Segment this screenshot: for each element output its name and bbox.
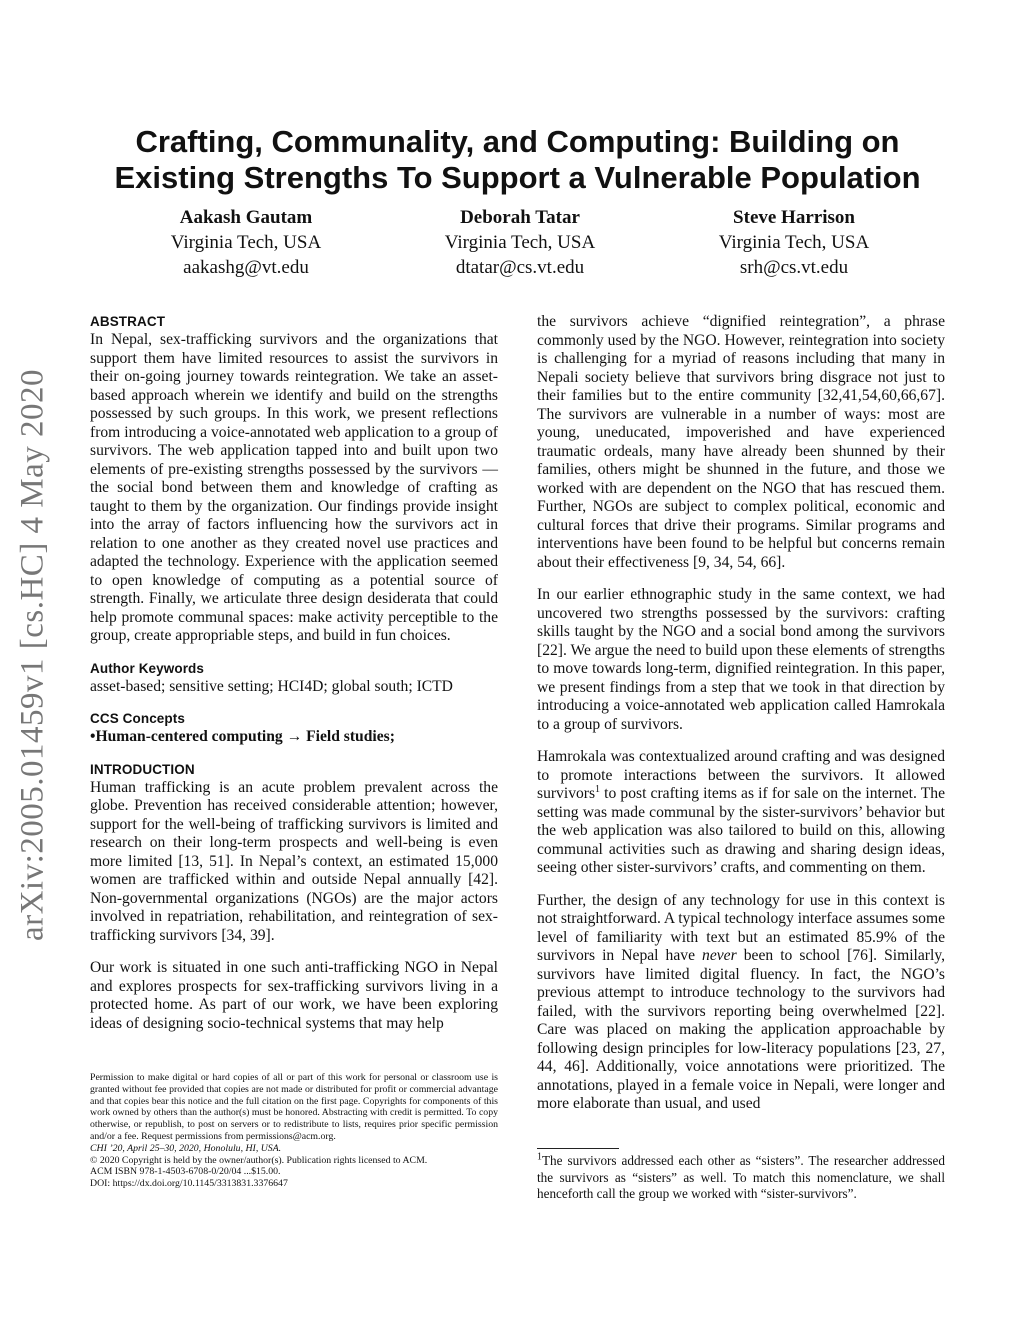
- right-paragraph-3: [537, 748, 945, 878]
- introduction-paragraph-1: Human trafficking is an acute problem prevalent across the globe. Prevention has received considerable attention; however, support for the well-being of trafficking survivors is limited and research on their long-term prospects and well-being is even more limited [13, 51]. In Nepal’s context, an estimated 15,000 women are trafficked within and outside Nepal annually [42]. Non-governmental organizations (NGOs) are the major actors involved in repatriation, rehabilitation, and reintegration of sex-trafficking survivors [34, 39].: [90, 778, 498, 944]
- ccs-text: •Human-centered computing → Field studies;: [90, 728, 395, 745]
- right-paragraph-4: [537, 892, 945, 1114]
- footnote-rule: [537, 1148, 619, 1149]
- keywords-text: asset-based; sensitive setting; HCI4D; global south; ICTD: [90, 677, 453, 695]
- author-name: Deborah Tatar: [460, 207, 580, 228]
- footnote-mark: 1: [537, 1151, 542, 1163]
- introduction-heading: INTRODUCTION: [90, 761, 195, 777]
- introduction-paragraph-2: Our work is situated in one such anti-trafficking NGO in Nepal and explores prospects for sex-trafficking survivors living in a protected home. As part of our work, we have been exploring ideas of designing socio-technical systems that may help: [90, 959, 498, 1032]
- author-email: srh@cs.vt.edu: [739, 257, 849, 278]
- emphasis-never: never: [702, 947, 737, 964]
- right-paragraph-3-start: Hamrokala was contextualized around crafting and was designed to promote interactions between the survivors. It allowed survivors: [537, 748, 945, 802]
- keywords-heading: Author Keywords: [90, 660, 205, 676]
- permission-notice: Permission to make digital or hard copies of all or part of this work for personal or classroom use is granted without fee provided that copies are not made or distributed for profit or commercial advantage and that copies bear this notice and the full citation on the first page. Copyrights for components of this work owned by others than the author(s) must be honored. Abstracting with credit is permitted. To copy otherwise, or republish, to post on servers or to redistribute to lists, requires prior specific permission and/or a fee. Request permissions from permissions@acm.org.: [90, 1072, 498, 1142]
- paper-title: Crafting, Communality, and Computing: Building on Existing Strengths To Support a Vulnerable Population: [114, 124, 921, 195]
- author-name: Aakash Gautam: [179, 207, 313, 228]
- right-paragraph-1: the survivors achieve “dignified reintegration”, a phrase commonly used by the NGO. However, reintegration into society is challenging for a myriad of reasons including that many in Nepali society believe that survivors bring disgrace not just to their families but to the entire community [32,41,54,60,66,67]. The survivors are vulnerable in a number of ways: most are young, uneducated, impoverished and have experienced traumatic ordeals, many have already been shunned by their families, others might be shunned in the future, and those we worked with are dependent on the NGO that has rescued them. Further, NGOs are subject to complex political, economic and cultural forces that drive their programs. Similar programs and interventions have been found to be helpful but concerns remain about their effectiveness [9, 34, 54, 66].: [537, 313, 945, 571]
- author-affiliation: Virginia Tech, USA: [444, 232, 596, 253]
- copyright-block: [90, 1072, 498, 1190]
- right-paragraph-2: In our earlier ethnographic study in the same context, we had uncovered two strengths possessed by the survivors: crafting skills taught by the NGO and a social bond among the survivors [22]. We argue the need to build upon these elements of strengths to move towards long-term, dignified reintegration. In this paper, we present findings from a step that we took in that direction by introducing a voice-annotated web application called Hamrokala to a group of survivors.: [537, 586, 945, 733]
- author-email: aakashg@vt.edu: [183, 257, 309, 278]
- author-1: [116, 205, 376, 280]
- arxiv-sidebar-stamp: [8, 330, 58, 980]
- footnote-reference: 1: [595, 783, 601, 795]
- right-paragraph-4-start: Further, the design of any technology for use in this context is not straightforward. A typical technology interface assumes some level of familiarity with text but an estimated 85.9% of the survivors in Nepal have: [537, 891, 945, 964]
- arxiv-identifier: arXiv:2005.01459v1 [cs.HC] 4 May 2020: [14, 368, 51, 942]
- right-column: [537, 313, 945, 1128]
- left-column: [90, 313, 498, 1047]
- right-paragraph-4-end: been to school [76]. Similarly, survivors have limited digital fluency. In fact, the NGO’s previous attempt to introduce technology to the survivors had failed, with the survivors reporting being overwhelmed [22]. Care was placed on making the application approachable by following design principles for low-literacy populations [23, 27, 44, 46]. Additionally, voice annotations were prioritized. The annotations, played in a female voice in Nepali, were longer and more elaborate than usual, and used: [537, 947, 946, 1112]
- author-affiliation: Virginia Tech, USA: [718, 232, 870, 253]
- right-paragraph-3-end: to post crafting items as if for sale on the internet. The setting was made communal by the sister-survivors’ behavior but the web application was also tailored to build on this, allowing communal activities such as drawing and sharing design ideas, seeing other sister-survivors’ crafts, and commenting on them.: [537, 785, 945, 876]
- copyright-rights: © 2020 Copyright is held by the owner/author(s). Publication rights licensed to ACM.: [90, 1154, 428, 1166]
- footnote-text: The survivors addressed each other as “sisters”. The researcher addressed the survivors as “sisters” as well. To match this nomenclature, we shall henceforth call the group we worked with “sister-survivors”.: [537, 1153, 945, 1201]
- abstract-heading: ABSTRACT: [90, 314, 166, 329]
- author-email: dtatar@cs.vt.edu: [455, 257, 585, 278]
- author-3: [664, 205, 924, 280]
- author-2: [390, 205, 650, 280]
- ccs-heading: CCS Concepts: [90, 711, 185, 726]
- isbn-line: ACM ISBN 978-1-4503-6708-0/20/04 ...$15.00.: [90, 1166, 281, 1178]
- doi-line: DOI: https://dx.doi.org/10.1145/3313831.3376647: [90, 1178, 288, 1190]
- conference-venue: CHI ’20, April 25–30, 2020, Honolulu, HI, USA.: [90, 1142, 282, 1154]
- author-affiliation: Virginia Tech, USA: [170, 232, 322, 253]
- abstract-text: In Nepal, sex-trafficking survivors and the organizations that support them have limited resources to assist the survivors in their on-going journey towards reintegration. We take an asset-based approach wherein we identify and build on the strengths possessed by such groups. In this work, we present reflections from introducing a voice-annotated web application to a group of survivors. The web application tapped into and built upon two elements of pre-existing strengths possessed by the survivors — the social bond between them and knowledge of crafting as taught to them by the organization. Our findings provide insight into the array of factors influencing how the survivors act in relation to one another as they created novel use practices and adapted the technology. Experience with the application seemed to open knowledge of computing as a potential source of strength. Finally, we articulate three design desiderata that could help promote communal spaces: make activity perceptible to the group, create appropriable steps, and build in fun choices.: [90, 331, 498, 644]
- footnote: [537, 1153, 945, 1203]
- author-name: Steve Harrison: [733, 207, 855, 228]
